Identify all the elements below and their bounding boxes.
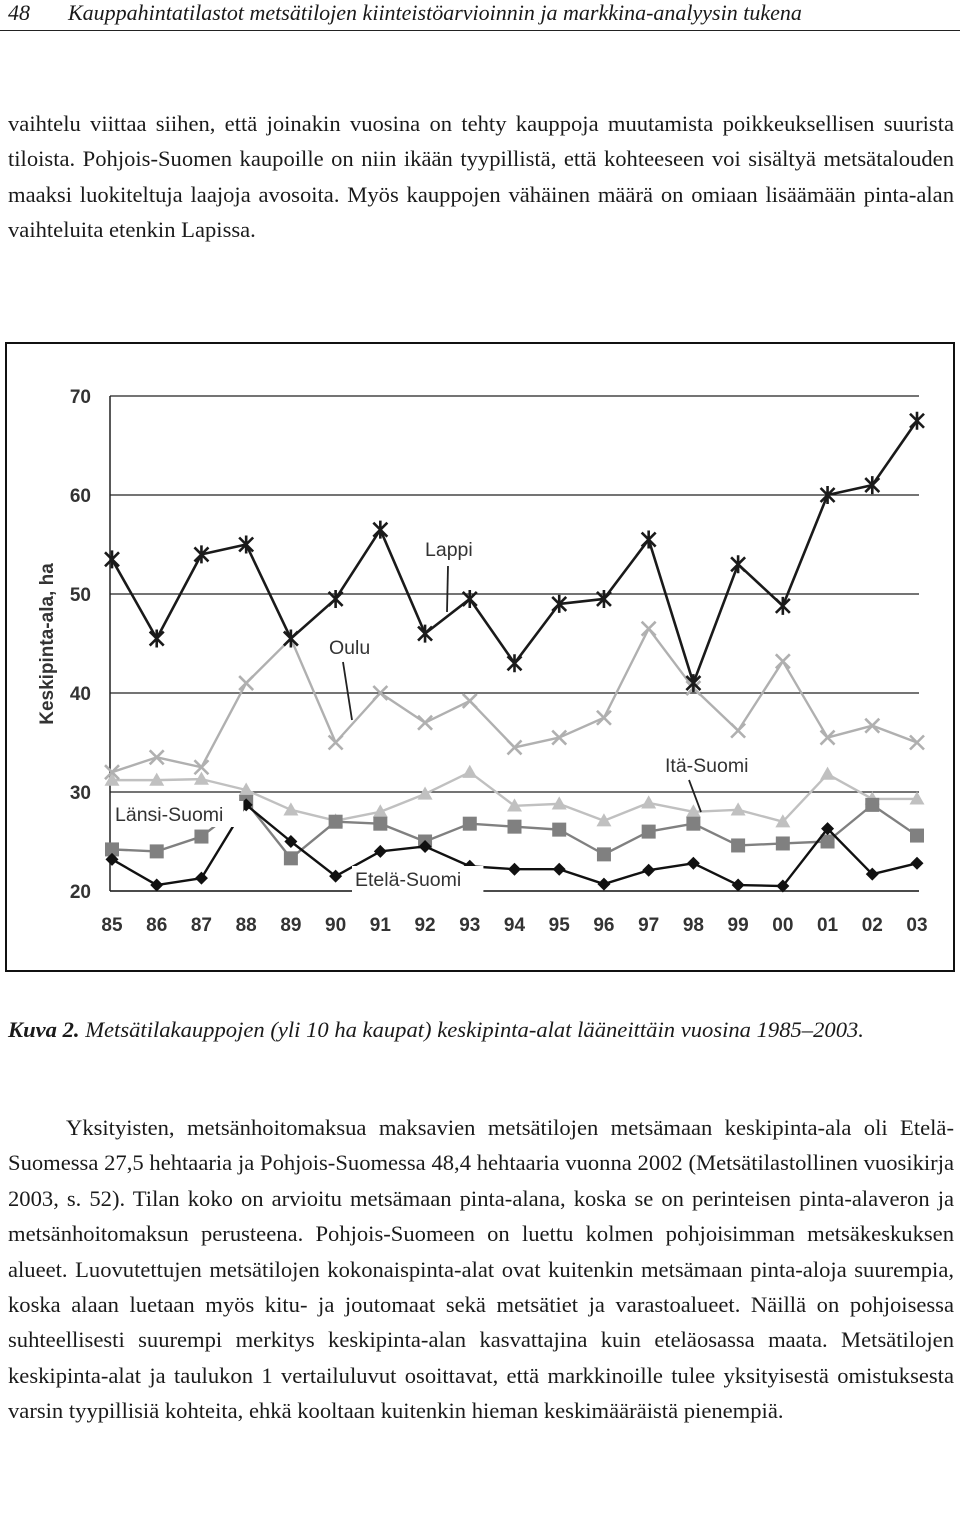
x-tick-label-98: 98 bbox=[682, 915, 704, 936]
paragraph-2: Yksityisten, metsänhoitomaksua maksavien metsätilojen metsämaan keskipinta-ala oli Etelä-Suomessa 27,5 hehtaaria ja Pohjois-Suomessa 48,4 hehtaaria vuonna 2002 (Metsätilastollinen vuosikirja 2003, s. 52). Tilan koko on arvioitu metsämaan pinta-alana, koska se on perinteisen pinta-alaveron ja metsänhoitomaksun perusteena. Pohjois-Suomeen on luettu kolmen pohjoisimman metsäkeskuksen alueet. Luovutettujen metsätilojen kokonaispinta-alat ovat kuitenkin metsämaan pinta-aloja suurempia, koska alaan luetaan myös kitu- ja joutomaat sekä metsätiet ja varastoalueet. Näillä on pohjoisessa suhteellisesti suurempi merkitys keskipinta-alan kasvattajina kuin eteläosassa maata. Metsätilojen keskipinta-alat ja taulukon 1 vertailuluvut osoittavat, että markkinoille tulee yksityisestä omistuksesta varsin tyypillisiä kohteita, ehkä kooltaan kuitenkin hieman keskimääräistä pienempiä. bbox=[8, 1115, 954, 1424]
point-etelä-suomi-87 bbox=[195, 872, 208, 885]
point-länsi-suomi-94 bbox=[508, 820, 522, 834]
point-itä-suomi-93 bbox=[462, 765, 477, 778]
figure-chart bbox=[5, 342, 955, 972]
x-tick-label-91: 91 bbox=[369, 915, 391, 936]
point-etelä-suomi-86 bbox=[150, 879, 163, 892]
point-länsi-suomi-90 bbox=[329, 815, 343, 829]
x-tick-label-00: 00 bbox=[772, 915, 794, 936]
page-number: 48 bbox=[8, 0, 30, 25]
point-etelä-suomi-03 bbox=[911, 857, 924, 870]
running-header bbox=[0, 0, 960, 31]
x-tick-label-92: 92 bbox=[414, 915, 436, 936]
point-etelä-suomi-94 bbox=[508, 863, 521, 876]
point-itä-suomi-97 bbox=[641, 795, 656, 808]
series-line-oulu bbox=[112, 629, 917, 773]
x-tick-label-95: 95 bbox=[548, 915, 570, 936]
y-tick-label-60: 60 bbox=[69, 486, 91, 507]
caption-text: Metsätilakauppojen (yli 10 ha kaupat) keskipinta-alat lääneittäin vuosina 1985–2003. bbox=[79, 1017, 864, 1042]
paragraph-1: vaihtelu viittaa siihen, että joinakin vuosina on tehty kauppoja muutamista poikkeuksellisen suurista tiloista. Pohjois-Suomen kaupoille on niin ikään tyypillistä, että kohteeseen voi sisältyä metsätalouden maaksi luokiteltuja laajoja avosoita. Myös kauppojen vähäinen määrä on omiaan lisäämään pinta-alan vaihteluita etenkin Lapissa. bbox=[8, 111, 954, 243]
x-tick-label-01: 01 bbox=[816, 915, 839, 936]
point-länsi-suomi-86 bbox=[150, 844, 164, 858]
x-tick-label-89: 89 bbox=[280, 915, 302, 936]
point-etelä-suomi-95 bbox=[553, 863, 566, 876]
point-lappi-94 bbox=[508, 654, 522, 672]
point-lappi-85 bbox=[105, 550, 119, 568]
point-oulu-96 bbox=[597, 711, 611, 725]
x-tick-label-87: 87 bbox=[190, 915, 213, 936]
x-tick-label-88: 88 bbox=[235, 915, 257, 936]
annotation-länsi-suomi: Länsi-Suomi bbox=[115, 804, 224, 826]
annotation-oulu: Oulu bbox=[329, 637, 371, 659]
annotation-etelä-suomi: Etelä-Suomi bbox=[355, 869, 462, 891]
y-tick-label-40: 40 bbox=[69, 684, 91, 705]
figure-caption bbox=[8, 1013, 954, 1046]
point-itä-suomi-89 bbox=[283, 802, 298, 815]
x-tick-label-99: 99 bbox=[727, 915, 749, 936]
x-tick-label-93: 93 bbox=[459, 915, 481, 936]
caption-label: Kuva 2. bbox=[8, 1017, 80, 1042]
point-lappi-89 bbox=[284, 630, 298, 648]
point-länsi-suomi-91 bbox=[373, 817, 387, 831]
y-tick-label-20: 20 bbox=[69, 882, 91, 903]
point-länsi-suomi-89 bbox=[284, 851, 298, 865]
point-lappi-86 bbox=[150, 630, 164, 648]
point-oulu-00 bbox=[776, 654, 790, 668]
point-etelä-suomi-98 bbox=[687, 857, 700, 870]
point-länsi-suomi-97 bbox=[642, 825, 656, 839]
point-oulu-92 bbox=[418, 716, 432, 730]
y-tick-label-70: 70 bbox=[69, 387, 91, 408]
point-itä-suomi-92 bbox=[418, 786, 433, 799]
point-länsi-suomi-02 bbox=[865, 798, 879, 812]
point-oulu-01 bbox=[821, 731, 835, 745]
point-länsi-suomi-96 bbox=[597, 847, 611, 861]
point-länsi-suomi-93 bbox=[463, 817, 477, 831]
point-länsi-suomi-00 bbox=[776, 836, 790, 850]
point-länsi-suomi-98 bbox=[686, 817, 700, 831]
annotation-lappi: Lappi bbox=[425, 539, 473, 561]
x-tick-label-97: 97 bbox=[638, 915, 660, 936]
point-länsi-suomi-95 bbox=[552, 823, 566, 837]
point-lappi-99 bbox=[731, 555, 745, 573]
point-etelä-suomi-97 bbox=[642, 864, 655, 877]
point-lappi-93 bbox=[463, 590, 477, 608]
annotation-leader-lappi bbox=[447, 566, 448, 612]
point-oulu-88 bbox=[239, 676, 253, 690]
point-lappi-00 bbox=[776, 597, 790, 615]
y-tick-label-30: 30 bbox=[69, 783, 91, 804]
line-chart bbox=[7, 344, 957, 974]
point-etelä-suomi-91 bbox=[374, 845, 387, 858]
point-oulu-93 bbox=[463, 694, 477, 708]
point-länsi-suomi-03 bbox=[910, 829, 924, 843]
series-line-lappi bbox=[112, 421, 917, 683]
point-etelä-suomi-96 bbox=[597, 878, 610, 891]
x-tick-label-85: 85 bbox=[101, 915, 123, 936]
point-länsi-suomi-87 bbox=[194, 830, 208, 844]
x-tick-label-90: 90 bbox=[325, 915, 347, 936]
annotation-leader-oulu bbox=[343, 662, 352, 720]
point-lappi-97 bbox=[642, 531, 656, 549]
x-tick-label-96: 96 bbox=[593, 915, 615, 936]
point-oulu-97 bbox=[642, 622, 656, 636]
running-title: Kauppahintatilastot metsätilojen kiinteistöarvioinnin ja markkina-analyysin tukena bbox=[68, 0, 802, 25]
point-itä-suomi-01 bbox=[820, 767, 835, 780]
point-lappi-90 bbox=[329, 590, 343, 608]
x-tick-label-94: 94 bbox=[503, 915, 526, 936]
point-lappi-03 bbox=[910, 412, 924, 430]
x-tick-label-02: 02 bbox=[861, 915, 883, 936]
x-tick-label-03: 03 bbox=[906, 915, 928, 936]
point-lappi-91 bbox=[373, 521, 387, 539]
x-tick-label-86: 86 bbox=[146, 915, 168, 936]
point-länsi-suomi-99 bbox=[731, 838, 745, 852]
point-oulu-02 bbox=[865, 719, 879, 733]
y-axis-label: Keskipinta-ala, ha bbox=[37, 563, 58, 725]
y-tick-label-50: 50 bbox=[69, 585, 91, 606]
annotation-itä-suomi: Itä-Suomi bbox=[665, 755, 749, 777]
point-etelä-suomi-99 bbox=[732, 879, 745, 892]
point-oulu-90 bbox=[329, 736, 343, 750]
point-lappi-92 bbox=[418, 625, 432, 643]
point-oulu-03 bbox=[910, 736, 924, 750]
point-oulu-99 bbox=[731, 724, 745, 738]
